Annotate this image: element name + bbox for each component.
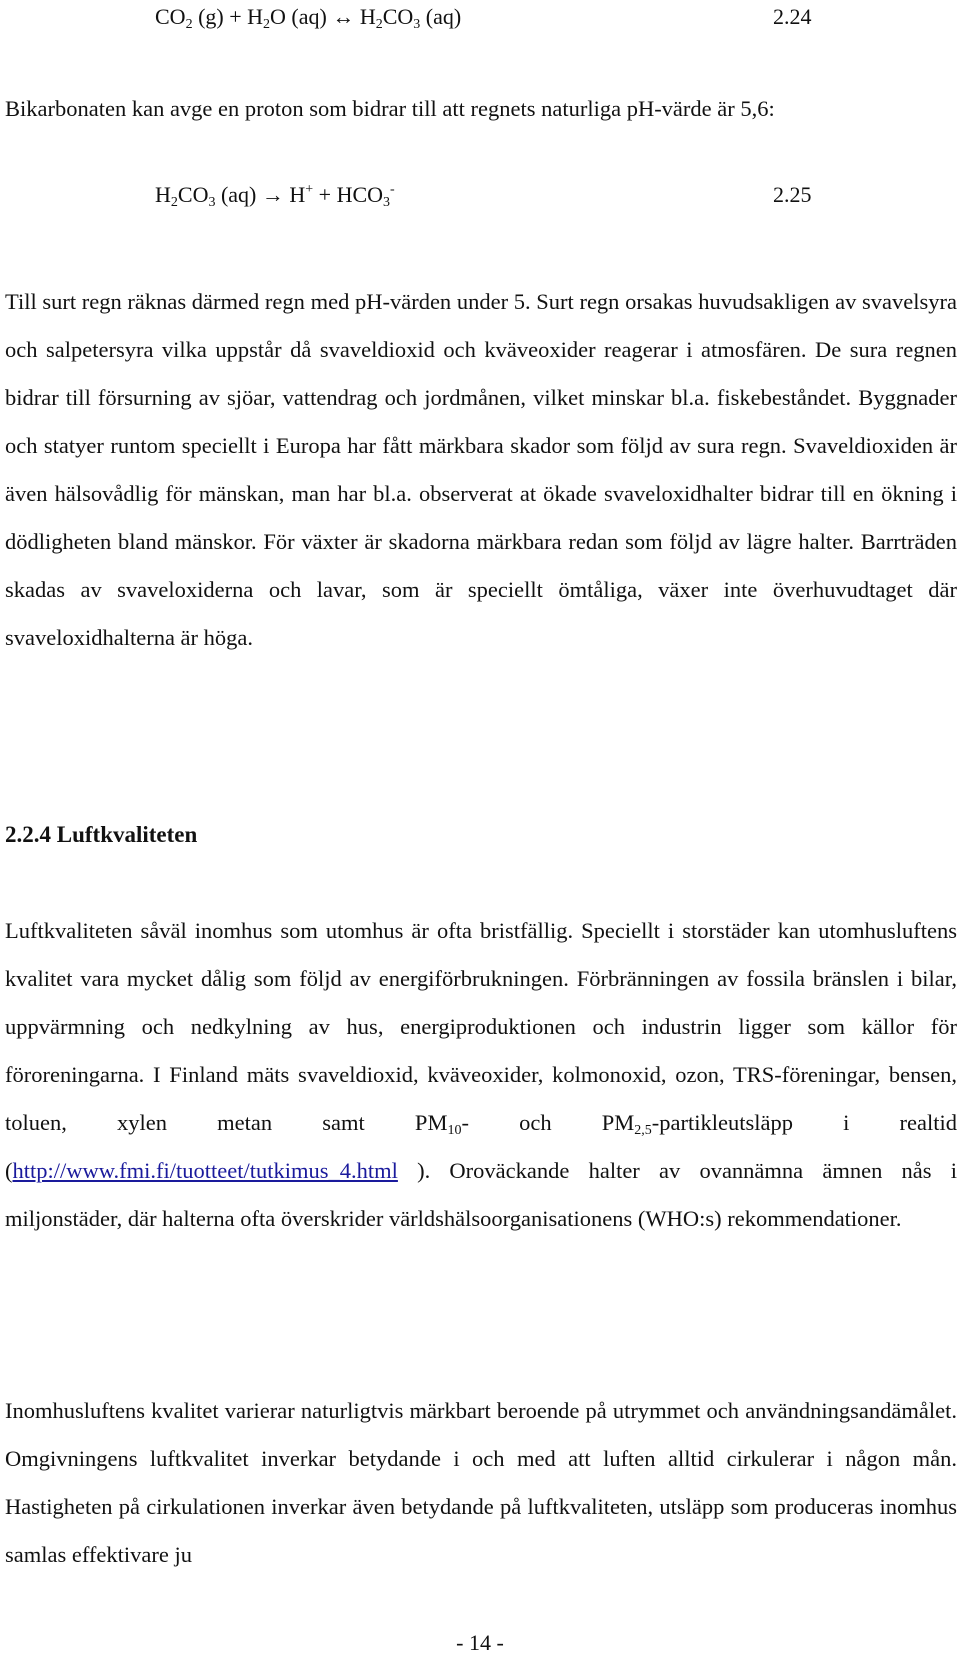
page-number: - 14 - xyxy=(456,1630,504,1655)
equation-formula: $CO_2$ $(g) + H_2O$ (aq) ↔ $H_2CO_3$ (aq) xyxy=(155,4,462,32)
paragraph-indoor-air: Inomhusluftens kvalitet varierar naturligtvis märkbart beroende på utrymmet och användningsandämålet. Omgivningens luftkvalitet inverkar betydande i och med att luften alltid cirkulerar i någon mån. Hastigheten på cirkulationen inverkar även betydande på luftkvaliteten, utsläpp som produceras inomhus samlas effektivare ju xyxy=(5,1398,957,1567)
equation-number: 2.24 xyxy=(773,4,812,29)
paragraph-acid-rain: Till surt regn räknas därmed regn med pH-värden under 5. Surt regn orsakas huvudsakligen av svavelsyra och salpetersyra vilka uppstår då svaveldioxid och kväveoxider reagerar i atmosfären. De sura regnen bidrar till försurning av sjöar, vattendrag och jordmånen, vilket minskar bl.a. fiskebeståndet. Byggnader och statyer runtom speciellt i Europa har fått märkbara skador som följd av sura regn. Svaveldioxiden är även hälsovådlig för mänskan, man har bl.a. observerat at ökade svaveloxidhalter bidrar till en ökning i dödligheten bland mänskor. För växter är skadorna märkbara redan som följd av lägre halter. Barrträden skadas av svaveloxiderna och lavar, som är speciellt ömtåliga, växer inte överhuvudtaget där svaveloxidhalterna är höga. xyxy=(5,289,957,650)
paragraph-bicarbonate: Bikarbonaten kan avge en proton som bidrar till att regnets naturliga pH-värde är 5,6: xyxy=(5,96,775,121)
section-heading: 2.2.4 Luftkvaliteten xyxy=(5,822,198,847)
equation-number: 2.25 xyxy=(773,182,812,207)
equation-formula: $H_2CO_3$ $(aq) \to H^+ + HCO_3^-$ xyxy=(155,182,395,210)
paragraph-air-quality: Luftkvaliteten såväl inomhus som utomhus är ofta bristfällig. Speciellt i storstäder kan utomhusluftens kvalitet vara mycket dålig som följd av energiförbrukningen. Förbränningen av fossila bränslen i bilar, uppvärmning och nedkylning av hus, energiproduktionen och industrin ligger som källor för föroreningarna. I Finland mäts svaveldioxid, kväveoxider, kolmonoxid, ozon, TRS-föreningar, bensen, toluen, xylen metan samt $PM_{10}-$ och $PM_{2,5}$-partikleutsläpp i realtid (http://www.fmi.fi/tuotteet/tutkimus_4.html ). Oroväckande halter av ovannämna ämnen nås i miljonstäder, där halterna ofta överskrider världshälsoorganisationens (WHO:s) rekommendationer. xyxy=(5,918,957,1231)
fmi-link[interactable]: http://www.fmi.fi/tuotteet/tutkimus_4.html xyxy=(12,1158,398,1183)
